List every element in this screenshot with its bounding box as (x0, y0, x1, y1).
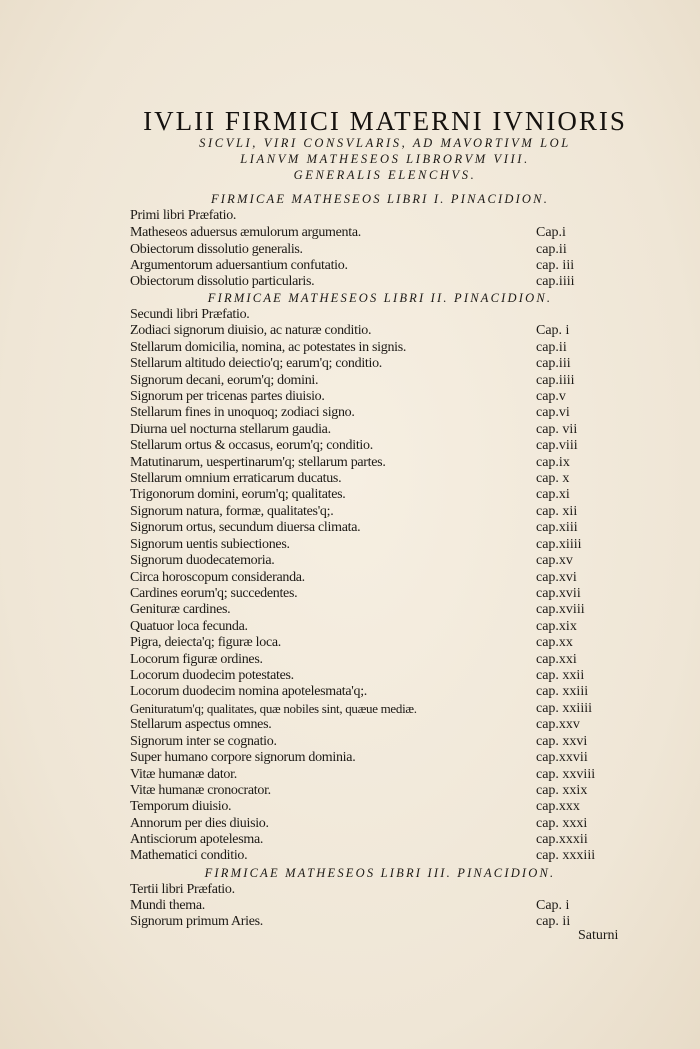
chapter-number: cap. iii (536, 258, 575, 273)
toc-entry (130, 504, 600, 520)
chapter-number: cap.ii (536, 242, 567, 257)
chapter-number: cap.xv (536, 553, 573, 568)
toc-entry (130, 684, 600, 700)
toc-entry (130, 734, 600, 750)
entry-text: Signorum duodecatemoria. (130, 553, 275, 568)
chapter-number: cap. x (536, 471, 570, 486)
chapter-number: cap. xii (536, 504, 578, 519)
entry-text: Genituratum'q; qualitates, quæ nobiles sint, quæue mediæ. (130, 701, 417, 716)
entry-text: Zodiaci signorum diuisio, ac naturæ conditio. (130, 323, 372, 338)
toc-entry (130, 487, 600, 503)
toc-entry (130, 570, 600, 586)
toc-entry (130, 520, 600, 536)
entry-text: Diurna uel nocturna stellarum gaudia. (130, 422, 331, 437)
toc-entry (130, 438, 600, 454)
entry-text: Locorum figuræ ordines. (130, 652, 263, 667)
entry-text: Annorum per dies diuisio. (130, 816, 269, 831)
entry-text: Matutinarum, uespertinarum'q; stellarum partes. (130, 455, 386, 470)
entry-text: Mathematici conditio. (130, 848, 248, 863)
toc-entry (130, 356, 600, 372)
chapter-number: cap.viii (536, 438, 578, 453)
chapter-number: cap.xi (536, 487, 570, 502)
chapter-number: cap. xxii (536, 668, 585, 683)
toc-entry (130, 323, 600, 339)
toc-entry (130, 373, 600, 389)
entry-text: Stellarum aspectus omnes. (130, 717, 272, 732)
chapter-number: cap.xvi (536, 570, 577, 585)
catchword: Saturni (578, 928, 619, 943)
chapter-number: cap.iii (536, 356, 571, 371)
chapter-number: cap. xxiiii (536, 701, 592, 716)
entry-text: Primi libri Præfatio. (130, 208, 237, 223)
toc-entry (130, 701, 600, 717)
chapter-number: Cap. i (536, 898, 570, 913)
entry-text: Tertii libri Præfatio. (130, 882, 235, 897)
entry-text: Trigonorum domini, eorum'q; qualitates. (130, 487, 346, 502)
book-3-heading: FIRMICAE MATHESEOS LIBRI III. PINACIDION. (204, 866, 556, 880)
book-2-heading: FIRMICAE MATHESEOS LIBRI II. PINACIDION. (207, 291, 553, 305)
toc-entry (130, 619, 600, 635)
toc-entry (130, 208, 600, 224)
toc-entry (130, 914, 600, 930)
chapter-number: cap.xxx (536, 799, 580, 814)
chapter-number: cap. xxvi (536, 734, 588, 749)
title-line-2: SICVLI, VIRI CONSVLARIS, AD MAVORTIVM LOL (199, 136, 571, 150)
entry-text: Matheseos aduersus æmulorum argumenta. (130, 225, 361, 240)
toc-entry (130, 340, 600, 356)
entry-text: Vitæ humanæ dator. (130, 767, 237, 782)
toc-entry (130, 389, 600, 405)
entry-text: Circa horoscopum considerandа. (130, 570, 305, 585)
toc-entry (130, 586, 600, 602)
toc-entry (130, 307, 600, 323)
entry-text: Vitæ humanæ cronocrator. (130, 783, 271, 798)
chapter-number: cap.xviii (536, 602, 585, 617)
entry-text: Stellarum ortus & occasus, eorum'q; conditio. (130, 438, 373, 453)
chapter-number: cap.xix (536, 619, 577, 634)
chapter-number: cap. xxix (536, 783, 588, 798)
chapter-number: cap. vii (536, 422, 578, 437)
entry-text: Argumentorum aduersantium confutatio. (130, 258, 348, 273)
chapter-number: cap.xvii (536, 586, 581, 601)
entry-text: Pigra, deiecta'q; figuræ loca. (130, 635, 281, 650)
chapter-number: cap.v (536, 389, 566, 404)
entry-text: Genituræ cardines. (130, 602, 231, 617)
toc-entry (130, 602, 600, 618)
chapter-number: cap.ix (536, 455, 570, 470)
entry-text: Secundi libri Præfatio. (130, 307, 250, 322)
chapter-number: cap. ii (536, 914, 571, 929)
chapter-number: cap.xxvii (536, 750, 588, 765)
toc-entry (130, 455, 600, 471)
toc-entry (130, 405, 600, 421)
toc-entry (130, 471, 600, 487)
chapter-number: cap. xxviii (536, 767, 596, 782)
toc-entry (130, 668, 600, 684)
toc-entry (130, 898, 600, 914)
entry-text: Mundi thema. (130, 898, 205, 913)
toc-entry (130, 553, 600, 569)
chapter-number: cap.xx (536, 635, 573, 650)
chapter-number: cap. xxxiii (536, 848, 596, 863)
entry-text: Stellarum domicilia, nomina, ac potestates in signis. (130, 340, 407, 355)
entry-text: Quatuor loca fecunda. (130, 619, 248, 634)
chapter-number: cap.iiii (536, 373, 575, 388)
chapter-number: Cap. i (536, 323, 570, 338)
toc-entry (130, 652, 600, 668)
entry-text: Signorum decani, eorum'q; domini. (130, 373, 319, 388)
toc-entry (130, 537, 600, 553)
entry-text: Temporum diuisio. (130, 799, 232, 814)
entry-text: Cardines eorum'q; succedentes. (130, 586, 298, 601)
title-line-1: IVLII FIRMICI MATERNI IVNIORIS (143, 106, 627, 136)
entry-text: Signorum ortus, secundum diuersa climata. (130, 520, 361, 535)
title-line-3: LIANVM MATHESEOS LIBRORVM VIII. (240, 152, 530, 166)
toc-entry (130, 274, 600, 290)
toc-entry (130, 258, 600, 274)
toc-entry (130, 832, 600, 848)
entry-text: Obiectorum dissolutio generalis. (130, 242, 303, 257)
chapter-number: cap. xxiii (536, 684, 589, 699)
title-line-4: GENERALIS ELENCHVS. (293, 168, 477, 182)
chapter-number: cap.xiiii (536, 537, 582, 552)
chapter-number: cap.iiii (536, 274, 575, 289)
toc-entry (130, 750, 600, 766)
toc-entry (130, 242, 600, 258)
toc-entry (130, 848, 600, 864)
entry-text: Signorum uentis subiectiones. (130, 537, 290, 552)
entry-text: Stellarum altitudo deiectio'q; earum'q; conditio. (130, 356, 383, 371)
entry-text: Signorum natura, formæ, qualitates'q;. (130, 504, 334, 519)
entry-text: Stellarum omnium erraticarum ducatus. (130, 471, 342, 486)
toc-entry (130, 225, 600, 241)
entry-text: Super humano corpore signorum dominia. (130, 750, 356, 765)
book-1-heading: FIRMICAE MATHESEOS LIBRI I. PINACIDION. (210, 192, 550, 206)
toc-entry (130, 816, 600, 832)
entry-text: Signorum per tricenas partes diuisio. (130, 389, 325, 404)
entry-text: Locorum duodecim potestates. (130, 668, 294, 683)
toc-entry (130, 422, 600, 438)
toc-entry (130, 882, 600, 898)
chapter-number: Cap.i (536, 225, 566, 240)
toc-entry (130, 635, 600, 651)
chapter-number: cap.xxxii (536, 832, 588, 847)
entry-text: Obiectorum dissolutio particularis. (130, 274, 315, 289)
toc-entry (130, 717, 600, 733)
toc-entry (130, 767, 600, 783)
chapter-number: cap.xxv (536, 717, 580, 732)
entry-text: Signorum primum Aries. (130, 914, 264, 929)
entry-text: Locorum duodecim nomina apotelesmata'q;. (130, 684, 368, 699)
chapter-number: cap.ii (536, 340, 567, 355)
chapter-number: cap. xxxi (536, 816, 588, 831)
toc-entry (130, 783, 600, 799)
entry-text: Stellarum fines in unoquoq; zodiaci signo. (130, 405, 355, 420)
chapter-number: cap.xxi (536, 652, 577, 667)
toc-entry (130, 799, 600, 815)
entry-text: Signorum inter se cognatio. (130, 734, 277, 749)
chapter-number: cap.vi (536, 405, 570, 420)
chapter-number: cap.xiii (536, 520, 578, 535)
entry-text: Antisciorum apotelesma. (130, 832, 264, 847)
